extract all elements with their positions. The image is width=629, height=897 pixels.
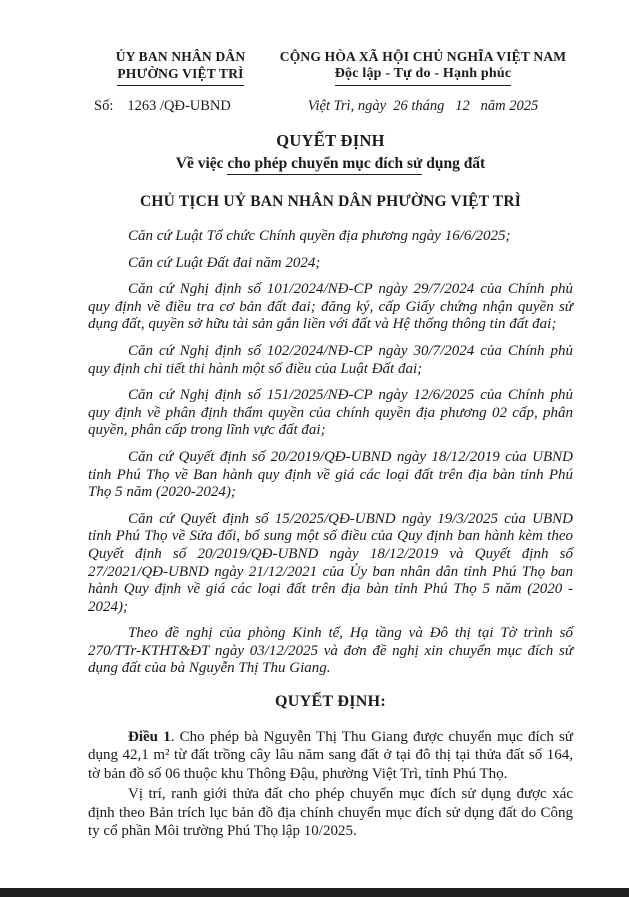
preamble-paragraph-5: Căn cứ Nghị định số 151/2025/NĐ-CP ngày 12/6/2025 của Chính phủ quy định về phân định thẩm quyền của chính quyền địa phương 02 cấp, phân quyền, phân cấp trong lĩnh vực đất đai; xyxy=(88,387,573,439)
preamble-paragraph-2: Căn cứ Luật Đất đai năm 2024; xyxy=(128,254,321,271)
issuing-authority-line1: ỦY BAN NHÂN DÂN xyxy=(115,49,246,64)
article-1-paragraph-2 xyxy=(88,785,573,840)
preamble-section xyxy=(88,228,573,678)
place-date-line: Việt Trì, ngày 26 tháng 12 năm 2025 xyxy=(307,98,539,114)
issuing-authority-line2 xyxy=(88,65,273,86)
subject-suffix: dụng đất xyxy=(422,155,486,172)
document-number-value: 1263 /QĐ-UBND xyxy=(127,98,231,114)
preamble-paragraph-4: Căn cứ Nghị định số 102/2024/NĐ-CP ngày 30/7/2024 của Chính phủ quy định chi tiết thi hành một số điều của Luật Đất đai; xyxy=(88,342,573,377)
issuing-authority-block xyxy=(88,48,273,86)
article-1-label: Điều 1 xyxy=(128,729,171,746)
national-motto xyxy=(273,65,573,86)
national-motto-underline: Độc lập - Tự do - Hạnh phúc xyxy=(335,65,512,86)
national-title: CỘNG HÒA XÃ HỘI CHỦ NGHĨA VIỆT NAM xyxy=(279,49,567,64)
preamble-paragraph-1: Căn cứ Luật Tổ chức Chính quyền địa phương ngày 16/6/2025; xyxy=(128,228,511,244)
document-title: QUYẾT ĐỊNH xyxy=(276,131,385,150)
national-header-block xyxy=(273,48,573,86)
article-1-paragraph-2-text: Vị trí, ranh giới thửa đất cho phép chuyển mục đích sử dụng được xác định theo Bản trích lục bản đồ địa chính chuyển mục đích sử dụng đất do Công ty cổ phần Môi trường Phú Thọ lập 10/2025. xyxy=(88,786,573,840)
document-number-label: Số: xyxy=(94,98,114,114)
decision-heading: QUYẾT ĐỊNH: xyxy=(274,693,387,711)
article-1-paragraph-1 xyxy=(88,728,573,783)
deciding-authority-heading: CHỦ TỊCH UỶ BAN NHÂN DÂN PHƯỜNG VIỆT TRÌ xyxy=(140,193,521,210)
preamble-paragraph-7: Căn cứ Quyết định số 15/2025/QĐ-UBND ngày 19/3/2025 của UBND tỉnh Phú Thọ về Sửa đổi, bổ sung một số điều của Quy định ban hành kèm theo Quyết định số 20/2019/QĐ-UBND ngày 18/12/2019 và Quyết định số 27/2021/QĐ-UBND ngày 21/12/2021 của Ủy ban nhân dân tỉnh Phú Thọ ban hành Quy định về giá các loại đất trên địa bàn tỉnh Phú Thọ 5 năm (2020 - 2024); xyxy=(88,510,573,615)
preamble-paragraph-8: Theo đề nghị của phòng Kinh tế, Hạ tầng và Đô thị tại Tờ trình số 270/TTr-KTHT&ĐT ngày 03/12/2025 và đơn đề nghị xin chuyển mục đích sử dụng đất của bà Nguyễn Thị Thu Giang. xyxy=(88,625,573,677)
preamble-paragraph-3: Căn cứ Nghị định số 101/2024/NĐ-CP ngày 29/7/2024 của Chính phủ quy định về điều tra cơ bản đất đai; đăng ký, cấp Giấy chứng nhận quyền sử dụng đất, quyền sở hữu tài sản gắn liền với đất và Hệ thống thông tin đất đai; xyxy=(88,281,573,333)
subject-prefix: Về việc xyxy=(175,155,228,172)
articles-section xyxy=(88,728,573,840)
preamble-paragraph-6: Căn cứ Quyết định số 20/2019/QĐ-UBND ngày 18/12/2019 của UBND tỉnh Phú Thọ về Ban hành quy định về giá các loại đất trên địa bàn tỉnh Phú Thọ 5 năm (2020-2024); xyxy=(88,448,573,501)
subject-underlined-text: cho phép chuyển mục đích sử xyxy=(227,155,422,175)
page-bottom-edge xyxy=(0,888,629,897)
issuing-authority-underline: PHƯỜNG VIỆT TRÌ xyxy=(117,65,243,86)
document-subject xyxy=(88,155,573,173)
document-number xyxy=(88,98,273,115)
article-1-text: . Cho phép bà Nguyễn Thị Thu Giang được chuyển mục đích sử dụng 42,1 m² từ đất trồng cây lâu năm sang đất ở tại đô thị tại thửa đất số 164, tờ bản đồ số 06 thuộc khu Thông Đậu, phường Việt Trì, tỉnh Phú Thọ. xyxy=(88,729,574,782)
document-header xyxy=(88,48,573,86)
document-meta-row xyxy=(88,98,573,115)
document-content xyxy=(88,48,573,841)
